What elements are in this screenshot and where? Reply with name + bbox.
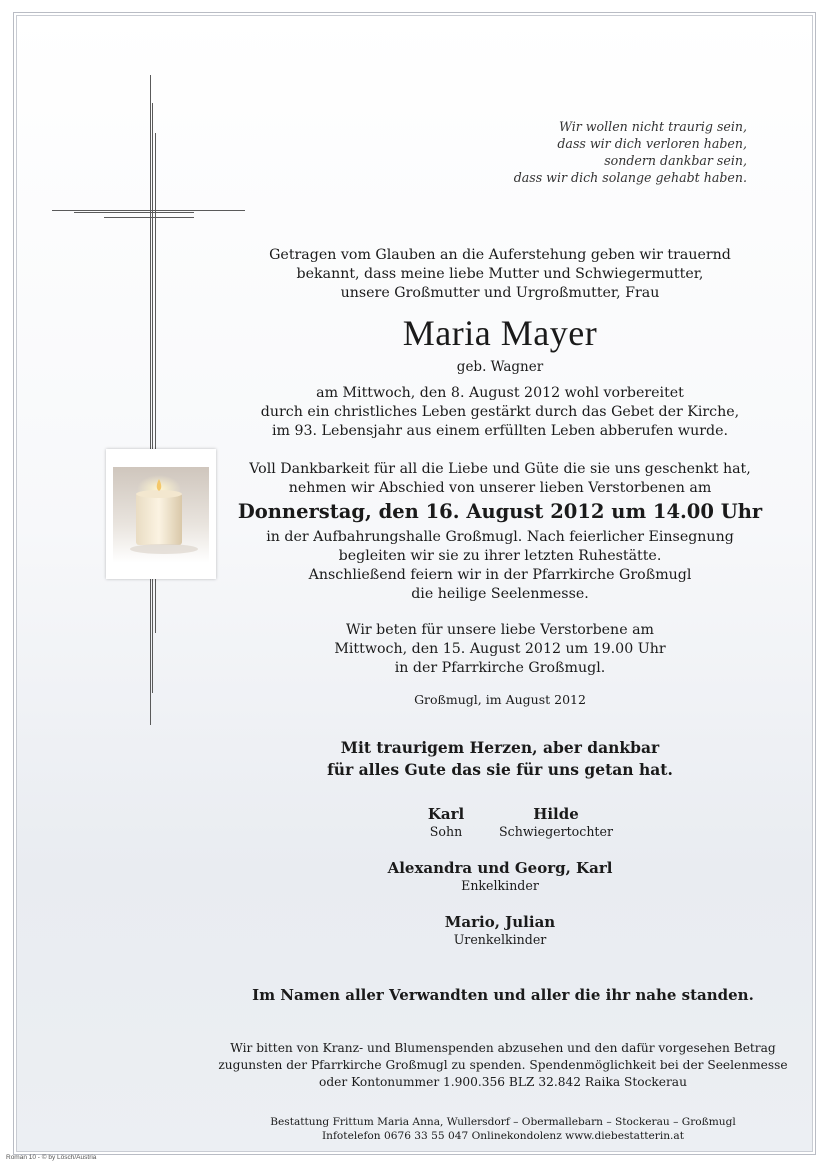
ceremony-line: begleiten wir sie zu ihrer letzten Ruhestätte. [338,548,662,564]
thanks-line: Voll Dankbarkeit für all die Liebe und Güte die sie uns geschenkt hat, [249,461,751,477]
prayer-text [200,621,800,678]
heart-line: Mit traurigem Herzen, aber dankbar [340,738,660,757]
ceremony-line: Anschließend feiern wir in der Pfarrkirche Großmugl [308,567,692,583]
family-great-grandchildren [300,912,700,948]
family-member-karl [396,804,496,840]
undertaker-info [150,1115,827,1143]
donation-line: zugunsten der Pfarrkirche Großmugl zu spenden. Spendenmöglichkeit bei der Seelenmesse [218,1058,788,1072]
heart-text [200,737,800,781]
deceased-name: Maria Mayer [402,313,598,353]
donation-text [150,1040,827,1091]
heart-line: für alles Gute das sie für uns getan hat. [327,760,673,779]
member-role: Enkelkinder [461,878,539,893]
prayer-line: Mittwoch, den 15. August 2012 um 19.00 Uhr [334,641,666,657]
intro-text [200,246,800,303]
birth-name: geb. Wagner [456,359,544,375]
motto-line: dass wir dich solange gehabt haben. [513,170,747,185]
ceremony-line: die heilige Seelenmesse. [411,586,589,602]
donation-line: Wir bitten von Kranz- und Blumenspenden abzusehen und den dafür vorgesehen Betrag [230,1041,776,1055]
member-role: Urenkelkinder [453,932,547,947]
member-name: Hilde [533,805,579,823]
thanks-text [200,460,800,498]
member-role: Sohn [429,824,463,839]
member-name: Mario, Julian [444,913,556,931]
footer-note: Roman 10 - © by Lösch/Austria [6,1154,97,1161]
place-date: Großmugl, im August 2012 [414,692,586,707]
closing-line: Im Namen aller Verwandten und aller die ihr nahe standen. [252,986,754,1004]
prayer-line: in der Pfarrkirche Großmugl. [394,660,606,676]
member-name: Karl [427,805,465,823]
undertaker-line: Bestattung Frittum Maria Anna, Wullersdorf – Obermallebarn – Stockerau – Großmugl [270,1116,736,1128]
motto-quote [514,118,747,186]
member-name: Alexandra und Georg, Karl [387,859,613,877]
death-line: durch ein christliches Leben gestärkt durch das Gebet der Kirche, [260,404,740,420]
thanks-line: nehmen wir Abschied von unserer lieben Verstorbenen am [288,480,712,496]
prayer-line: Wir beten für unsere liebe Verstorbene am [345,622,655,638]
death-line: am Mittwoch, den 8. August 2012 wohl vorbereitet [316,385,684,401]
motto-line: sondern dankbar sein, [604,153,747,168]
funeral-date: Donnerstag, den 16. August 2012 um 14.00 Uhr [237,500,763,523]
donation-line: oder Kontonummer 1.900.356 BLZ 32.842 Raika Stockerau [319,1075,687,1089]
intro-line: unsere Großmutter und Urgroßmutter, Frau [340,285,660,301]
family-member-hilde [496,804,616,840]
ceremony-text [200,528,800,604]
death-text [200,384,800,441]
death-line: im 93. Lebensjahr aus einem erfüllten Leben abberufen wurde. [271,423,728,439]
intro-line: bekannt, dass meine liebe Mutter und Schwiegermutter, [296,266,704,282]
ceremony-line: in der Aufbahrungshalle Großmugl. Nach feierlicher Einsegnung [266,529,734,545]
member-role: Schwiegertochter [499,824,613,839]
intro-line: Getragen vom Glauben an die Auferstehung geben wir trauernd [269,247,731,263]
motto-line: Wir wollen nicht traurig sein, [559,119,747,134]
undertaker-line: Infotelefon 0676 33 55 047 Onlinekondolenz www.diebestatterin.at [322,1130,684,1142]
motto-line: dass wir dich verloren haben, [557,136,747,151]
family-grandchildren [300,858,700,894]
